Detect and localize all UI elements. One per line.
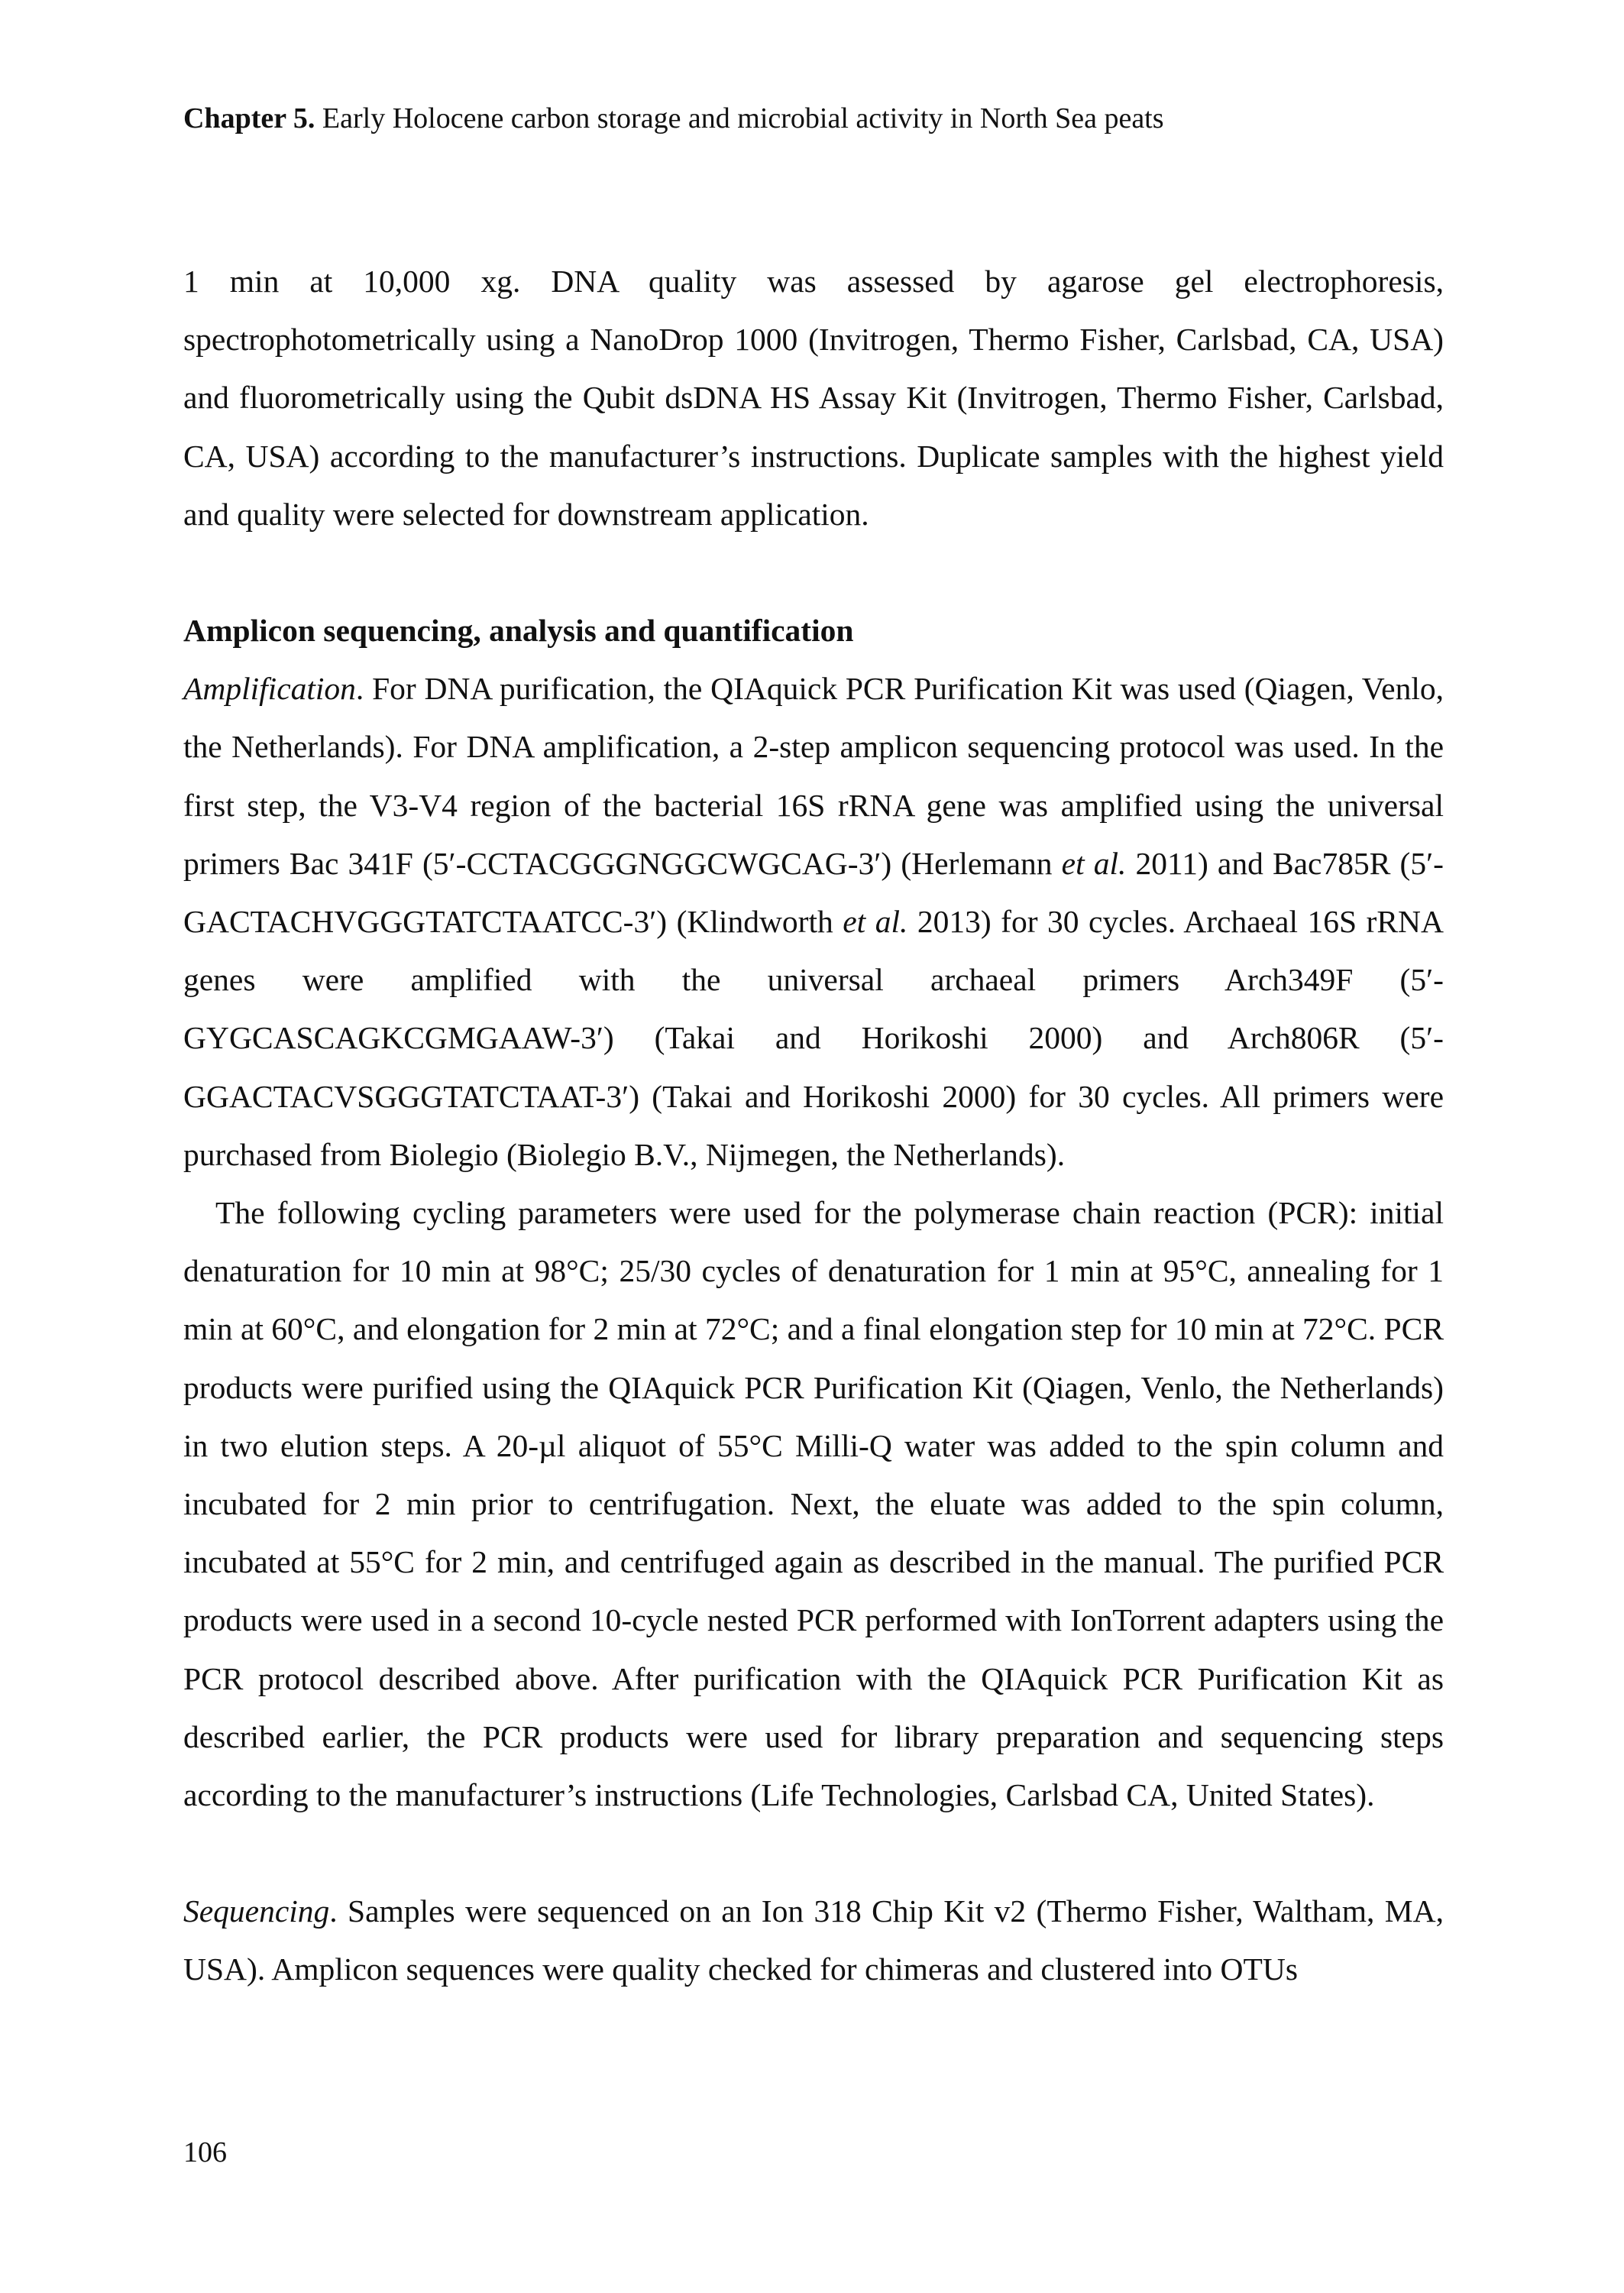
amplification-label: Amplification bbox=[183, 671, 356, 707]
amplification-text-2: 2011) and Bac785R (5′-GACTACHVGGGTATCTAATCC-3′) (Klindworth bbox=[183, 845, 1444, 940]
paragraph-cycling: The following cycling parameters were used for the polymerase chain reaction (PCR): initial denaturation for 10 min at 98°C; 25/30 cycles of denaturation for 1 min at 95°C, annealing for 1 min at 60°C, and elongation for 2 min at 72°C; and a final elongation step for 10 min at 72°C. PCR products were purified using the QIAquick PCR Purification Kit (Qiagen, Venlo, the Netherlands) in two elution steps. A 20-µl aliquot of 55°C Milli-Q water was added to the spin column and incubated for 2 min prior to centrifugation. Next, the eluate was added to the spin column, incubated at 55°C for 2 min, and centrifuged again as described in the manual. The purified PCR products were used in a second 10-cycle nested PCR performed with IonTorrent adapters using the PCR protocol described above. After purification with the QIAquick PCR Purification Kit as described earlier, the PCR products were used for library preparation and sequencing steps according to the manufacturer’s instructions (Life Technologies, Carlsbad CA, United States). bbox=[183, 1195, 1444, 1813]
sequencing-text: . Samples were sequenced on an Ion 318 Chip Kit v2 (Thermo Fisher, Waltham, MA, USA). Amplicon sequences were quality checked for chimeras and clustered into OTUs bbox=[183, 1893, 1444, 1987]
main-text bbox=[183, 252, 1444, 1999]
paragraph-amplification bbox=[183, 659, 1444, 1184]
amplification-text-3: 2013) for 30 cycles. Archaeal 16S rRNA genes were amplified with the universal archaeal primers Arch349F (5′- GYGCASCAGKCGMGAAW-3′) (Takai and Horikoshi 2000) and Arch806R (5′-GGACTACVSGGGTATCTAAT-3′) (Takai and Horikoshi 2000) for 30 cycles. All primers were purchased from Biolegio (Biolegio B.V., Nijmegen, the Netherlands). bbox=[183, 904, 1444, 1172]
et-al-2: et al. bbox=[843, 904, 908, 940]
et-al-1: et al. bbox=[1061, 845, 1127, 881]
paragraph-sequencing bbox=[183, 1882, 1444, 1998]
paragraph-dna-quality: 1 min at 10,000 xg. DNA quality was assessed by agarose gel electrophoresis, spectrophotometrically using a NanoDrop 1000 (Invitrogen, Thermo Fisher, Carlsbad, CA, USA) and fluorometrically using the Qubit dsDNA HS Assay Kit (Invitrogen, Thermo Fisher, Carlsbad, CA, USA) according to the manufacturer’s instructions. Duplicate samples with the highest yield and quality were selected for downstream application. bbox=[183, 264, 1444, 532]
running-head bbox=[183, 104, 1164, 133]
chapter-label: Chapter 5. bbox=[183, 102, 315, 134]
sequencing-label: Sequencing bbox=[183, 1893, 330, 1929]
chapter-title: Early Holocene carbon storage and microbial activity in North Sea peats bbox=[315, 102, 1164, 134]
amplification-text-1: . For DNA purification, the QIAquick PCR Purification Kit was used (Qiagen, Venlo, the Netherlands). For DNA amplification, a 2-step amplicon sequencing protocol was used. In the first step, the V3-V4 region of the bacterial 16S rRNA gene was amplified using the universal primers Bac 341F (5′-CCTACGGGNGGCWGCAG-3′) (Herlemann bbox=[183, 671, 1444, 881]
page-number: 106 bbox=[183, 2136, 227, 2168]
section-heading: Amplicon sequencing, analysis and quantification bbox=[183, 613, 854, 649]
